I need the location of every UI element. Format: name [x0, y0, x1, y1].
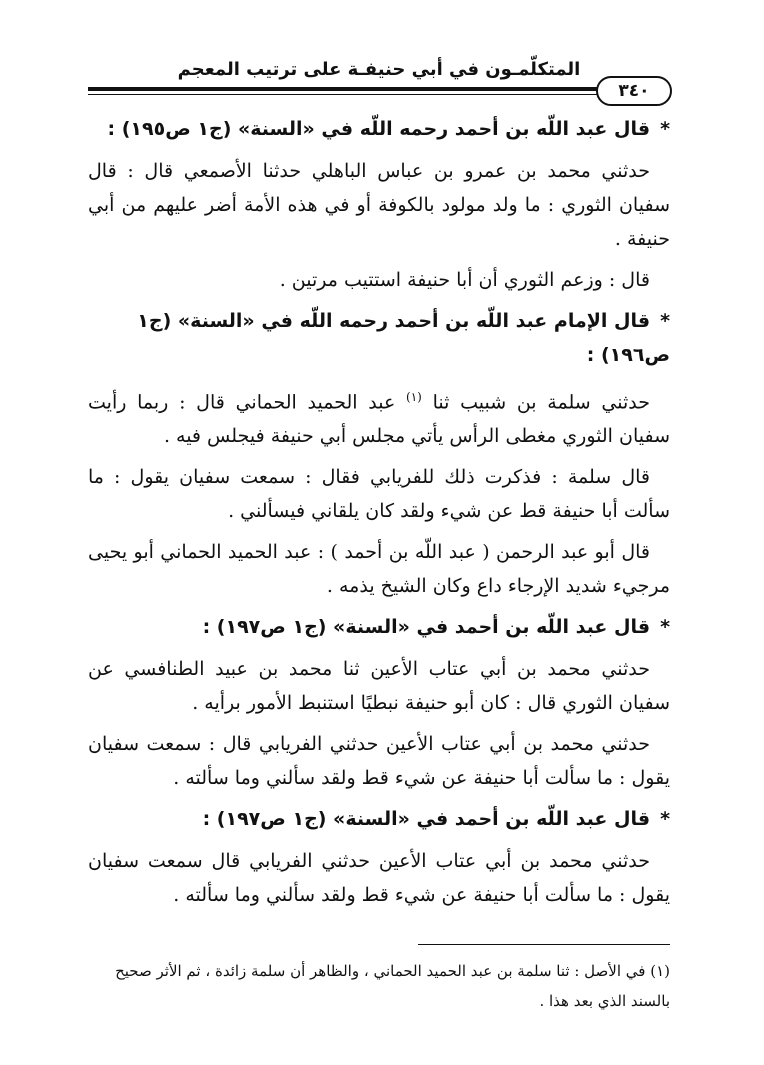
page-number-badge: ٣٤٠: [596, 76, 672, 106]
paragraph: حدثني محمد بن أبي عتاب الأعين ثنا محمد بن عبيد الطنافسي عن سفيان الثوري قال : كان أبو حنيفة نبطيًا استنبط الأمور برأيه .: [88, 658, 670, 715]
footnote-separator: [418, 944, 670, 945]
footnote: [88, 956, 670, 1016]
paragraph: حدثني محمد بن عمرو بن عباس الباهلي حدثنا الأصمعي قال : قال سفيان الثوري : ما ولد مولود بالكوفة أو في هذه الأمة أضر عليهم من أبي حنيفة .: [88, 160, 670, 250]
paragraph-text: حدثني سلمة بن شبيب ثنا: [432, 391, 650, 414]
header-rule-thin: [88, 94, 600, 95]
section-heading: [88, 304, 670, 372]
heading-text: قال عبد اللّه بن أحمد في «السنة» (ج١ ص١٩٧) :: [202, 616, 651, 639]
paragraph: [88, 380, 670, 453]
star-bullet-icon: *: [660, 310, 670, 332]
paragraph: قال أبو عبد الرحمن ( عبد اللّه بن أحمد ) : عبد الحميد الحماني أبو يحيى مرجيء شديد الإرجاء داع وكان الشيخ يذمه .: [88, 541, 670, 598]
page-body: [88, 112, 670, 919]
heading-text: قال عبد اللّه بن أحمد في «السنة» (ج١ ص١٩٧) :: [202, 808, 651, 831]
star-bullet-icon: *: [660, 118, 670, 140]
paragraph: حدثني محمد بن أبي عتاب الأعين حدثني الفريابي قال : سمعت سفيان يقول : ما سألت أبا حنيفة عن شيء قط ولقد سألني وما سألته .: [88, 733, 670, 790]
paragraph: قال : وزعم الثوري أن أبا حنيفة استتيب مرتين .: [279, 269, 650, 291]
footnote-reference[interactable]: (١): [406, 390, 422, 404]
section-heading: [88, 610, 670, 644]
star-bullet-icon: *: [660, 616, 670, 639]
paragraph: قال سلمة : فذكرت ذلك للفريابي فقال : سمعت سفيان يقول : ما سألت أبا حنيفة قط عن شيء ولقد كان يلقاني فيسألني .: [88, 466, 670, 523]
footnote-text: في الأصل : ثنا سلمة بن عبد الحميد الحماني ، والظاهر أن سلمة زائدة ، ثم الأثر صحيح بالسند الذي بعد هذا .: [115, 962, 670, 1010]
footnote-marker: (١): [650, 962, 670, 980]
section-heading: [88, 802, 670, 836]
section-heading: [88, 112, 670, 146]
paragraph-text: عبد الحميد الحماني قال : ربما رأيت سفيان الثوري مغطى الرأس يأتي مجلس أبي حنيفة فيجلس فيه .: [88, 391, 670, 448]
star-bullet-icon: *: [660, 808, 670, 831]
header-rule-thick: [88, 87, 600, 91]
heading-text: قال عبد اللّه بن أحمد رحمه اللّه في «السنة» (ج١ ص١٩٥) :: [107, 118, 651, 140]
paragraph: حدثني محمد بن أبي عتاب الأعين حدثني الفريابي قال سمعت سفيان يقول : ما سألت أبا حنيفة عن شيء قط ولقد سألني وما سألته .: [88, 850, 670, 907]
heading-text: قال الإمام عبد اللّه بن أحمد رحمه اللّه في «السنة» (ج١ ص١٩٦) :: [137, 310, 670, 366]
running-title: المتكلّمـون في أبي حنيفـة على ترتيب المعجم: [177, 59, 581, 80]
